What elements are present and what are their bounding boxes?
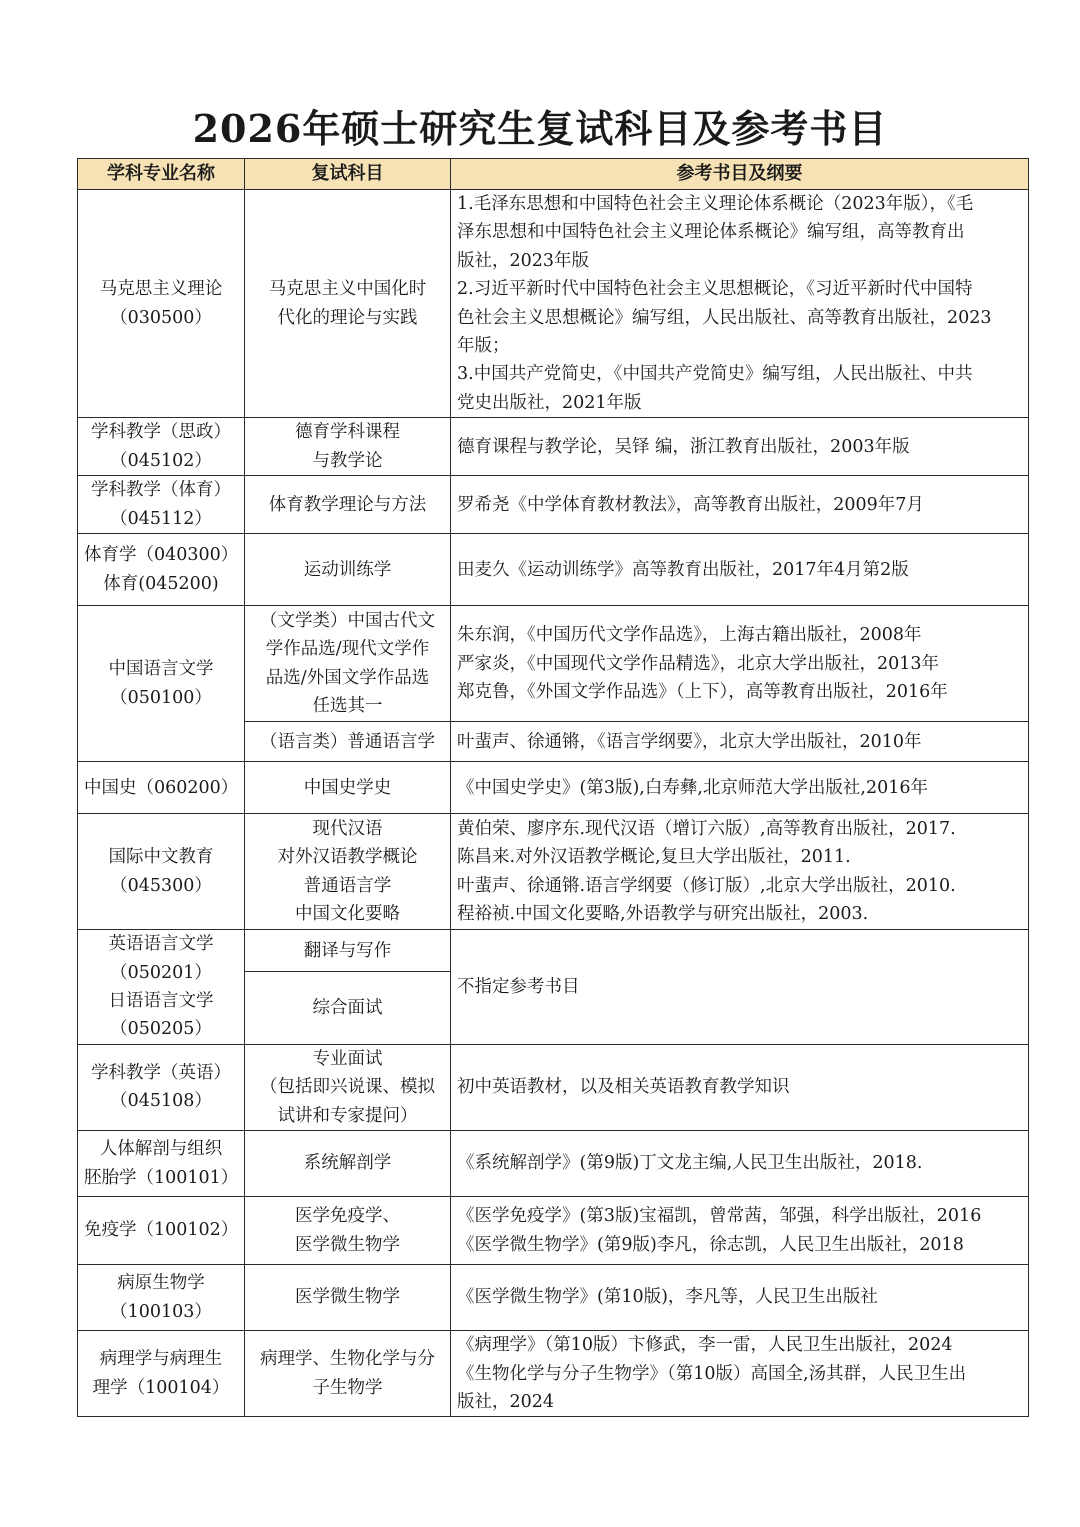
major-cell — [78, 606, 245, 762]
subject-line: 品选/外国文学作品选 — [265, 667, 430, 688]
subject-line: 专业面试 — [312, 1048, 383, 1069]
table-row — [78, 418, 1029, 476]
book-line: 罗希尧《中学体育教材教法》，高等教育出版社，2009年7月 — [457, 494, 924, 515]
subject-line: 医学微生物学 — [295, 1287, 400, 1308]
books-cell — [451, 534, 1029, 606]
subject-line: 体育教学理论与方法 — [268, 494, 427, 515]
major-cell — [78, 1044, 245, 1130]
subject-line: 中国史学史 — [303, 777, 392, 798]
books-cell — [451, 814, 1029, 930]
book-line: 初中英语教材，以及相关英语教育教学知识 — [457, 1077, 790, 1098]
major-cell — [78, 1265, 245, 1331]
books-cell — [451, 930, 1029, 1045]
major-line: 马克思主义理论 — [99, 279, 223, 300]
subject-cell — [245, 1131, 451, 1197]
major-cell — [78, 476, 245, 534]
subject-line: （文学类）中国古代文 — [260, 610, 435, 631]
subject-line: 任选其一 — [312, 696, 383, 717]
subject-line: （语言类）普通语言学 — [260, 731, 435, 752]
subject-line: 代化的理论与实践 — [277, 307, 418, 328]
subject-cell — [245, 1265, 451, 1331]
table-row — [78, 476, 1029, 534]
major-line: 学科教学（思政） — [91, 422, 231, 443]
major-code: （045102） — [110, 450, 212, 471]
book-line: 叶蜚声、徐通锵.语言学纲要（修订版）,北京大学出版社，2010. — [457, 875, 956, 896]
book-line: 2.习近平新时代中国特色社会主义思想概论，《习近平新时代中国特 — [457, 279, 973, 300]
subject-cell — [245, 606, 451, 722]
table-row — [78, 606, 1029, 722]
page-title: 2026年硕士研究生复试科目及参考书目 — [192, 106, 888, 151]
major-line: 中国语言文学 — [108, 659, 214, 680]
books-cell — [451, 1265, 1029, 1331]
book-line: 朱东润，《中国历代文学作品选》，上海古籍出版社，2008年 — [457, 625, 922, 646]
table-row — [78, 1131, 1029, 1197]
table-row — [78, 930, 1029, 972]
major-cell — [78, 534, 245, 606]
book-line: 版社，2023年版 — [457, 250, 590, 271]
book-line: 3.中国共产党简史，《中国共产党简史》编写组，人民出版社、中共 — [457, 364, 973, 385]
subject-line: 中国文化要略 — [295, 904, 400, 925]
subject-cell — [245, 534, 451, 606]
book-line: 不指定参考书目 — [457, 976, 580, 997]
subject-line: 学作品选/现代文学作 — [265, 639, 430, 660]
major-line: 免疫学（100102） — [84, 1220, 239, 1241]
books-cell — [451, 476, 1029, 534]
subject-cell — [245, 1197, 451, 1265]
books-cell — [451, 1131, 1029, 1197]
subject-cell — [245, 1044, 451, 1130]
book-line: 《医学微生物学》(第9版)李凡，徐志凯，人民卫生出版社，2018 — [457, 1234, 964, 1255]
major-code: （030500） — [110, 307, 212, 328]
book-line: 《医学微生物学》(第10版)，李凡等，人民卫生出版社 — [457, 1287, 878, 1308]
table-row — [78, 1197, 1029, 1265]
book-line: 1.毛泽东思想和中国特色社会主义理论体系概论（2023年版），《毛 — [457, 194, 974, 214]
subject-cell — [245, 1331, 451, 1417]
major-line: 体育(045200) — [103, 573, 219, 594]
table-row — [78, 190, 1029, 418]
subject-line: 与教学论 — [312, 450, 383, 471]
book-line: 程裕祯.中国文化要略,外语教学与研究出版社，2003. — [457, 904, 869, 925]
subject-line: 病理学、生物化学与分 — [260, 1349, 435, 1370]
table-header-row — [78, 159, 1029, 190]
book-line: 党史出版社，2021年版 — [457, 392, 642, 413]
table-row — [78, 1044, 1029, 1130]
major-cell — [78, 190, 245, 418]
subject-cell — [245, 814, 451, 930]
table-row — [78, 1265, 1029, 1331]
subject-cell — [245, 418, 451, 476]
subject-line: 德育学科课程 — [295, 422, 400, 443]
major-line: 胚胎学（100101） — [84, 1167, 239, 1188]
subject-line: 医学微生物学 — [295, 1234, 400, 1255]
books-cell — [451, 1197, 1029, 1265]
header-major: 学科专业名称 — [78, 159, 245, 190]
book-line: 《生物化学与分子生物学》（第10版）高国全,汤其群，人民卫生出 — [457, 1363, 967, 1384]
books-cell — [451, 606, 1029, 722]
header-subject: 复试科目 — [245, 159, 451, 190]
books-cell — [451, 190, 1029, 418]
subject-line: 对外汉语教学概论 — [277, 847, 418, 868]
subject-line: 系统解剖学 — [303, 1153, 392, 1174]
subject-cell — [245, 190, 451, 418]
book-line: 陈昌来.对外汉语教学概论,复旦大学出版社，2011. — [457, 847, 851, 868]
major-line: 病原生物学 — [117, 1273, 205, 1294]
book-line: 《中国史学史》(第3版),白寿彝,北京师范大学出版社,2016年 — [457, 777, 929, 798]
subject-cell — [245, 476, 451, 534]
book-line: 德育课程与教学论，吴铎 编，浙江教育出版社，2003年版 — [457, 436, 910, 457]
book-line: 年版； — [457, 336, 510, 357]
subject-line: 子生物学 — [312, 1377, 383, 1398]
major-line: 学科教学（体育） — [91, 480, 231, 501]
major-line: 国际中文教育 — [108, 847, 214, 868]
subject-cell — [245, 722, 451, 762]
major-code: （050205） — [110, 1019, 212, 1040]
subject-cell — [245, 972, 451, 1044]
major-line: 理学（100104） — [92, 1377, 230, 1398]
major-cell — [78, 762, 245, 814]
book-line: 田麦久《运动训练学》高等教育出版社，2017年4月第2版 — [457, 559, 909, 580]
table-row — [78, 534, 1029, 606]
major-code: （045300） — [110, 875, 212, 896]
major-cell — [78, 1131, 245, 1197]
major-cell — [78, 1197, 245, 1265]
exam-table — [77, 158, 1029, 1417]
book-line: 版社，2024 — [457, 1391, 555, 1412]
book-line: 色社会主义思想概论》编写组，人民出版社、高等教育出版社，2023 — [457, 307, 992, 328]
major-cell — [78, 930, 245, 1045]
books-cell — [451, 722, 1029, 762]
subject-line: 试讲和专家提问） — [277, 1105, 418, 1126]
major-line: 学科教学（英语） — [91, 1063, 231, 1084]
subject-line: 运动训练学 — [303, 559, 392, 580]
major-cell — [78, 1331, 245, 1417]
major-line: 人体解剖与组织 — [99, 1139, 223, 1160]
books-cell — [451, 762, 1029, 814]
subject-line: 医学免疫学、 — [295, 1206, 400, 1227]
subject-cell — [245, 762, 451, 814]
table-row — [78, 762, 1029, 814]
subject-line: 翻译与写作 — [303, 940, 392, 961]
major-cell — [78, 814, 245, 930]
major-code: （045112） — [110, 508, 212, 529]
subject-line: 普通语言学 — [303, 875, 392, 896]
major-code: （050201） — [110, 962, 212, 983]
major-line: 体育学（040300） — [84, 545, 239, 566]
major-code: （050100） — [110, 687, 212, 708]
table-row — [78, 814, 1029, 930]
book-line: 《系统解剖学》(第9版)丁文龙主编,人民卫生出版社，2018. — [457, 1153, 923, 1174]
major-line: 英语语言文学 — [108, 934, 214, 955]
major-code: （045108） — [110, 1091, 212, 1112]
book-line: 郑克鲁，《外国文学作品选》（上下），高等教育出版社，2016年 — [457, 681, 948, 702]
book-line: 叶蜚声、徐通锵，《语言学纲要》，北京大学出版社，2010年 — [457, 731, 922, 752]
major-code: （100103） — [110, 1301, 212, 1322]
book-line: 泽东思想和中国特色社会主义理论体系概论》编写组，高等教育出 — [457, 222, 965, 243]
books-cell — [451, 1331, 1029, 1417]
book-line: 严家炎，《中国现代文学作品精选》，北京大学出版社，2013年 — [457, 653, 940, 674]
major-line: 中国史（060200） — [84, 777, 239, 798]
book-line: 《病理学》（第10版）卞修武，李一雷，人民卫生出版社，2024 — [457, 1335, 953, 1356]
table-row — [78, 1331, 1029, 1417]
major-line: 病理学与病理生 — [99, 1349, 223, 1370]
book-line: 黄伯荣、廖序东.现代汉语（增订六版）,高等教育出版社，2017. — [457, 818, 956, 839]
subject-line: 综合面试 — [312, 997, 383, 1018]
header-books: 参考书目及纲要 — [451, 159, 1029, 190]
subject-line: 马克思主义中国化时 — [268, 279, 427, 300]
major-cell — [78, 418, 245, 476]
subject-line: （包括即兴说课、模拟 — [260, 1077, 435, 1098]
major-line: 日语语言文学 — [108, 991, 214, 1012]
subject-cell — [245, 930, 451, 972]
subject-line: 现代汉语 — [312, 818, 383, 839]
books-cell — [451, 418, 1029, 476]
book-line: 《医学免疫学》(第3版)宝福凯，曾常茜，邹强，科学出版社，2016 — [457, 1206, 982, 1227]
books-cell — [451, 1044, 1029, 1130]
